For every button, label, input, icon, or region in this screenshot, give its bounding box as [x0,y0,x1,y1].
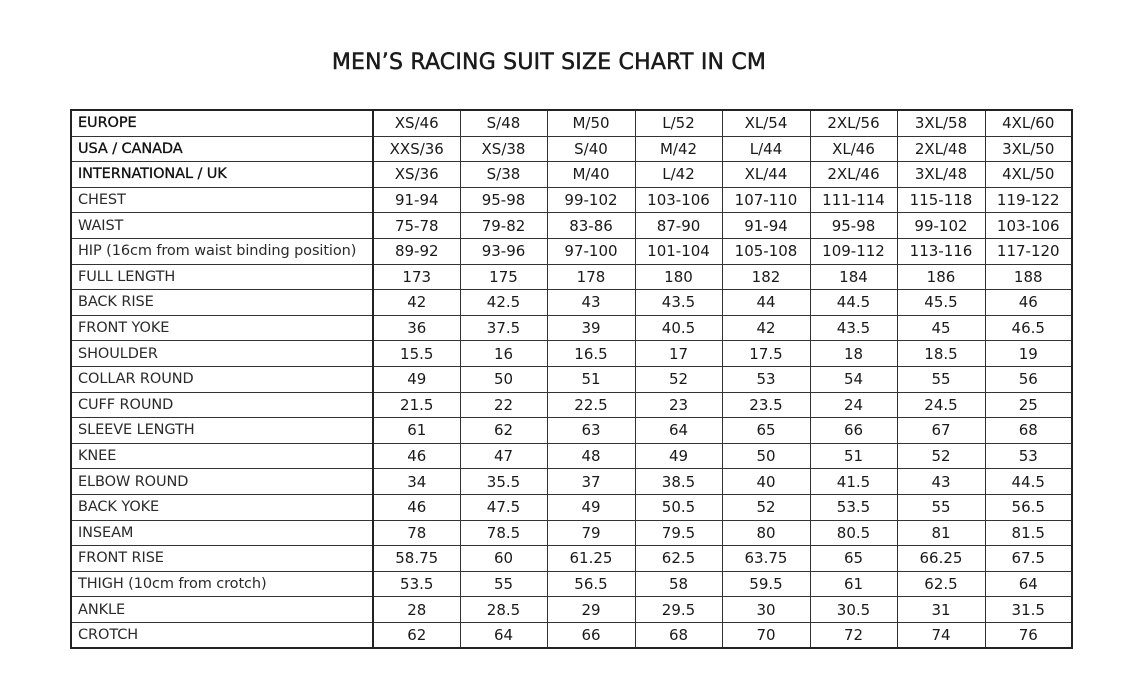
size-cell: 4XL/60 [985,110,1072,136]
table-row [71,494,1072,520]
measurement-cell: 97-100 [547,238,635,264]
size-cell: S/38 [460,162,547,188]
table-row [71,520,1072,546]
size-cell: XS/46 [373,110,460,136]
measurement-label: FRONT YOKE [71,315,373,341]
measurement-cell: 62.5 [635,546,722,572]
measurement-cell: 62.5 [897,571,985,597]
measurement-cell: 51 [547,366,635,392]
measurement-cell: 36 [373,315,460,341]
measurement-cell: 60 [460,546,547,572]
size-cell: 4XL/50 [985,162,1072,188]
table-row [71,110,1072,136]
measurement-cell: 78 [373,520,460,546]
measurement-cell: 72 [810,622,897,648]
table-row [71,162,1072,188]
measurement-cell: 30.5 [810,597,897,623]
measurement-cell: 40.5 [635,315,722,341]
measurement-cell: 68 [985,418,1072,444]
size-cell: 2XL/56 [810,110,897,136]
measurement-cell: 64 [985,571,1072,597]
measurement-cell: 53.5 [373,571,460,597]
measurement-cell: 29 [547,597,635,623]
measurement-cell: 50 [460,366,547,392]
measurement-cell: 46 [373,443,460,469]
measurement-cell: 80.5 [810,520,897,546]
measurement-cell: 55 [460,571,547,597]
measurement-cell: 45.5 [897,290,985,316]
measurement-cell: 186 [897,264,985,290]
measurement-label: ANKLE [71,597,373,623]
size-cell: L/44 [722,136,810,162]
measurement-cell: 80 [722,520,810,546]
measurement-label: FRONT RISE [71,546,373,572]
table-row [71,546,1072,572]
measurement-cell: 41.5 [810,469,897,495]
measurement-cell: 42 [373,290,460,316]
measurement-cell: 109-112 [810,238,897,264]
measurement-cell: 40 [722,469,810,495]
measurement-cell: 50.5 [635,494,722,520]
measurement-cell: 70 [722,622,810,648]
measurement-cell: 65 [810,546,897,572]
size-cell: L/52 [635,110,722,136]
measurement-cell: 93-96 [460,238,547,264]
measurement-label: THIGH (10cm from crotch) [71,571,373,597]
measurement-cell: 23 [635,392,722,418]
measurement-cell: 67 [897,418,985,444]
measurement-cell: 24 [810,392,897,418]
measurement-label: SLEEVE LENGTH [71,418,373,444]
size-cell: XS/38 [460,136,547,162]
measurement-cell: 79 [547,520,635,546]
measurement-cell: 56 [985,366,1072,392]
measurement-cell: 91-94 [722,213,810,239]
measurement-cell: 83-86 [547,213,635,239]
measurement-cell: 119-122 [985,187,1072,213]
measurement-cell: 18 [810,341,897,367]
measurement-cell: 23.5 [722,392,810,418]
measurement-cell: 175 [460,264,547,290]
measurement-cell: 19 [985,341,1072,367]
measurement-cell: 15.5 [373,341,460,367]
measurement-cell: 49 [635,443,722,469]
measurement-cell: 39 [547,315,635,341]
measurement-cell: 18.5 [897,341,985,367]
measurement-cell: 49 [373,366,460,392]
measurement-cell: 65 [722,418,810,444]
measurement-cell: 59.5 [722,571,810,597]
measurement-cell: 42.5 [460,290,547,316]
measurement-cell: 64 [635,418,722,444]
measurement-cell: 99-102 [547,187,635,213]
measurement-cell: 58.75 [373,546,460,572]
measurement-cell: 28.5 [460,597,547,623]
measurement-label: BACK YOKE [71,494,373,520]
measurement-cell: 22.5 [547,392,635,418]
measurement-cell: 28 [373,597,460,623]
measurement-cell: 44 [722,290,810,316]
size-system-label: EUROPE [71,110,373,136]
table-row [71,290,1072,316]
table-row [71,622,1072,648]
measurement-cell: 58 [635,571,722,597]
measurement-cell: 56.5 [547,571,635,597]
size-cell: M/50 [547,110,635,136]
measurement-cell: 78.5 [460,520,547,546]
size-cell: XS/36 [373,162,460,188]
measurement-label: WAIST [71,213,373,239]
measurement-label: CUFF ROUND [71,392,373,418]
measurement-cell: 173 [373,264,460,290]
table-row [71,187,1072,213]
measurement-label: INSEAM [71,520,373,546]
table-row [71,341,1072,367]
measurement-cell: 43 [547,290,635,316]
measurement-cell: 76 [985,622,1072,648]
measurement-cell: 178 [547,264,635,290]
measurement-cell: 62 [460,418,547,444]
measurement-label: HIP (16cm from waist binding position) [71,238,373,264]
size-system-label: USA / CANADA [71,136,373,162]
measurement-cell: 46 [373,494,460,520]
measurement-cell: 91-94 [373,187,460,213]
measurement-cell: 62 [373,622,460,648]
measurement-cell: 66.25 [897,546,985,572]
table-row [71,571,1072,597]
measurement-label: FULL LENGTH [71,264,373,290]
measurement-cell: 56.5 [985,494,1072,520]
measurement-cell: 79-82 [460,213,547,239]
measurement-cell: 111-114 [810,187,897,213]
measurement-cell: 17 [635,341,722,367]
table-row [71,469,1072,495]
size-cell: 2XL/46 [810,162,897,188]
table-row [71,597,1072,623]
measurement-cell: 75-78 [373,213,460,239]
measurement-cell: 101-104 [635,238,722,264]
measurement-cell: 107-110 [722,187,810,213]
measurement-cell: 117-120 [985,238,1072,264]
table-row [71,315,1072,341]
table-row [71,213,1072,239]
measurement-cell: 48 [547,443,635,469]
size-cell: M/42 [635,136,722,162]
measurement-cell: 182 [722,264,810,290]
measurement-cell: 49 [547,494,635,520]
table-row [71,443,1072,469]
size-cell: XL/44 [722,162,810,188]
measurement-cell: 37.5 [460,315,547,341]
measurement-cell: 43.5 [635,290,722,316]
measurement-cell: 66 [810,418,897,444]
measurement-cell: 51 [810,443,897,469]
measurement-cell: 44.5 [985,469,1072,495]
measurement-cell: 35.5 [460,469,547,495]
measurement-cell: 105-108 [722,238,810,264]
measurement-cell: 53 [985,443,1072,469]
measurement-cell: 25 [985,392,1072,418]
measurement-cell: 55 [897,366,985,392]
measurement-cell: 47 [460,443,547,469]
measurement-cell: 43 [897,469,985,495]
measurement-cell: 53.5 [810,494,897,520]
measurement-cell: 61 [373,418,460,444]
measurement-label: CHEST [71,187,373,213]
measurement-label: BACK RISE [71,290,373,316]
size-cell: 3XL/58 [897,110,985,136]
measurement-cell: 31.5 [985,597,1072,623]
measurement-cell: 22 [460,392,547,418]
measurement-cell: 24.5 [897,392,985,418]
measurement-cell: 54 [810,366,897,392]
measurement-cell: 52 [635,366,722,392]
measurement-cell: 46 [985,290,1072,316]
size-cell: XXS/36 [373,136,460,162]
measurement-cell: 61 [810,571,897,597]
measurement-cell: 52 [897,443,985,469]
measurement-cell: 184 [810,264,897,290]
measurement-cell: 89-92 [373,238,460,264]
measurement-cell: 103-106 [985,213,1072,239]
chart-title: MEN’S RACING SUIT SIZE CHART IN CM [331,50,767,75]
measurement-cell: 68 [635,622,722,648]
measurement-cell: 46.5 [985,315,1072,341]
measurement-cell: 31 [897,597,985,623]
measurement-cell: 115-118 [897,187,985,213]
measurement-cell: 74 [897,622,985,648]
measurement-cell: 43.5 [810,315,897,341]
measurement-cell: 63.75 [722,546,810,572]
measurement-label: KNEE [71,443,373,469]
measurement-cell: 103-106 [635,187,722,213]
measurement-cell: 16.5 [547,341,635,367]
measurement-cell: 79.5 [635,520,722,546]
measurement-cell: 45 [897,315,985,341]
measurement-cell: 61.25 [547,546,635,572]
measurement-cell: 95-98 [460,187,547,213]
table-row [71,392,1072,418]
measurement-cell: 16 [460,341,547,367]
measurement-cell: 21.5 [373,392,460,418]
measurement-cell: 52 [722,494,810,520]
measurement-cell: 42 [722,315,810,341]
measurement-label: COLLAR ROUND [71,366,373,392]
measurement-label: SHOULDER [71,341,373,367]
size-cell: 3XL/50 [985,136,1072,162]
measurement-cell: 37 [547,469,635,495]
measurement-cell: 99-102 [897,213,985,239]
table-row [71,136,1072,162]
table-row [71,264,1072,290]
size-cell: M/40 [547,162,635,188]
size-chart-table [70,109,1073,649]
size-cell: 3XL/48 [897,162,985,188]
measurement-cell: 188 [985,264,1072,290]
measurement-label: CROTCH [71,622,373,648]
size-cell: S/48 [460,110,547,136]
table-row [71,366,1072,392]
measurement-cell: 95-98 [810,213,897,239]
measurement-cell: 30 [722,597,810,623]
measurement-cell: 29.5 [635,597,722,623]
measurement-cell: 66 [547,622,635,648]
measurement-cell: 38.5 [635,469,722,495]
size-cell: XL/54 [722,110,810,136]
table-row [71,238,1072,264]
measurement-cell: 180 [635,264,722,290]
measurement-cell: 34 [373,469,460,495]
measurement-cell: 81.5 [985,520,1072,546]
measurement-label: ELBOW ROUND [71,469,373,495]
measurement-cell: 53 [722,366,810,392]
size-cell: XL/46 [810,136,897,162]
measurement-cell: 55 [897,494,985,520]
size-cell: L/42 [635,162,722,188]
size-cell: 2XL/48 [897,136,985,162]
measurement-cell: 67.5 [985,546,1072,572]
measurement-cell: 87-90 [635,213,722,239]
measurement-cell: 63 [547,418,635,444]
measurement-cell: 81 [897,520,985,546]
measurement-cell: 44.5 [810,290,897,316]
table-row [71,418,1072,444]
measurement-cell: 113-116 [897,238,985,264]
size-cell: S/40 [547,136,635,162]
size-chart-body [71,110,1072,648]
measurement-cell: 50 [722,443,810,469]
measurement-cell: 47.5 [460,494,547,520]
measurement-cell: 17.5 [722,341,810,367]
size-system-label: INTERNATIONAL / UK [71,162,373,188]
measurement-cell: 64 [460,622,547,648]
